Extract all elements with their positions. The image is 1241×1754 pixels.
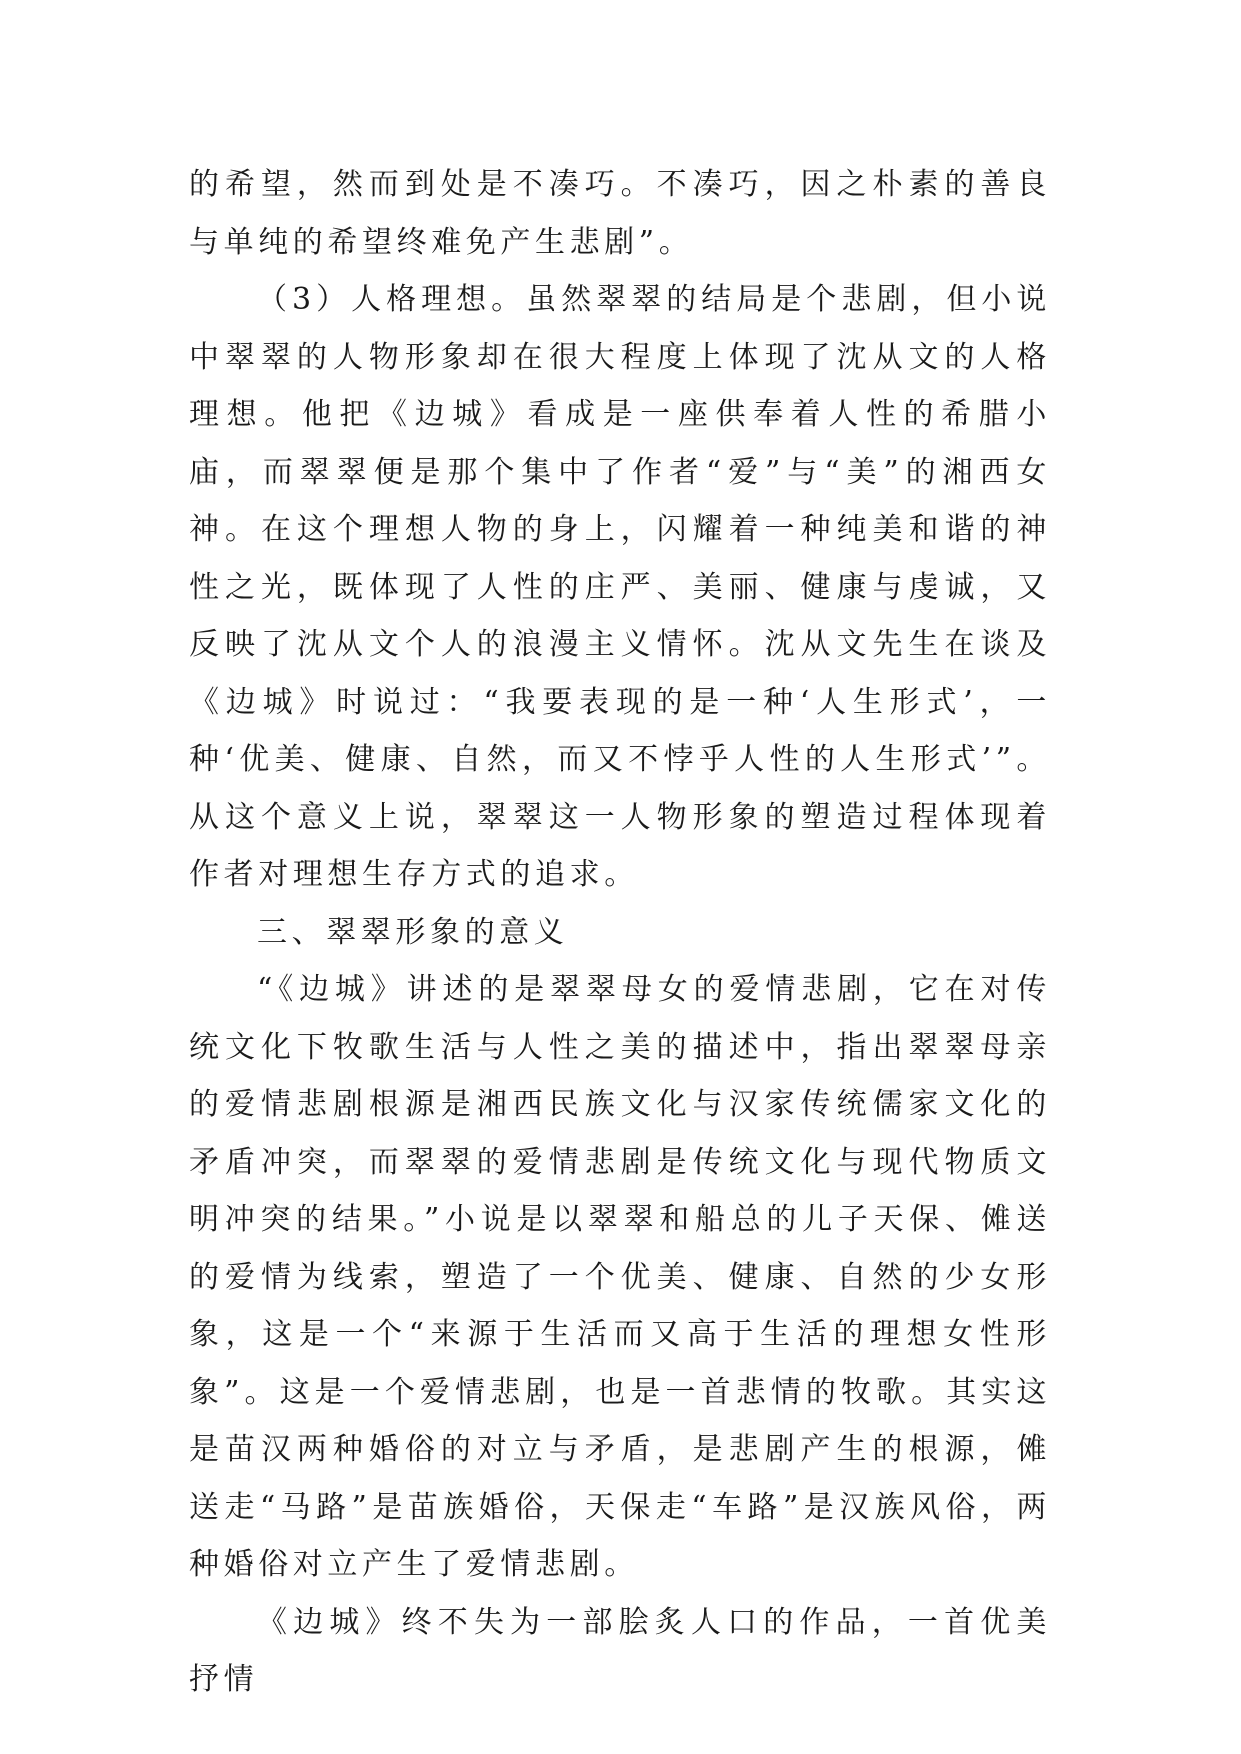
paragraph-image-significance: “《边城》讲述的是翠翠母女的爱情悲剧，它在对传统文化下牧歌生活与人性之美的描述中，指出翠翠母亲的爱情悲剧根源是湘西民族文化与汉家传统儒家文化的矛盾冲突，而翠翠的爱情悲剧是传统文化与现代物质文明冲突的结果。”小说是以翠翠和船总的儿子天保、傩送的爱情为线索，塑造了一个优美、健康、自然的少女形象，这是一个“来源于生活而又高于生活的理想女性形象”。这是一个爱情悲剧，也是一首悲情的牧歌。其实这是苗汉两种婚俗的对立与矛盾，是悲剧产生的根源，傩送走“马路”是苗族婚俗，天保走“车路”是汉族风俗，两种婚俗对立产生了爱情悲剧。 <box>189 972 1051 1582</box>
section-heading: 三、翠翠形象的意义 <box>257 914 569 950</box>
paragraph-continuation: 的希望，然而到处是不凑巧。不凑巧，因之朴素的善良与单纯的希望终难免产生悲剧”。 <box>189 167 1051 260</box>
paragraph-personality-ideal: （3）人格理想。虽然翠翠的结局是个悲剧，但小说中翠翠的人物形象却在很大程度上体现了沈从文的人格理想。他把《边城》看成是一座供奉着人性的希腊小庙，而翠翠便是那个集中了作者“爱”与“美”的湘西女神。在这个理想人物的身上，闪耀着一种纯美和谐的神性之光，既体现了人性的庄严、美丽、健康与虔诚，又反映了沈从文个人的浪漫主义情怀。沈从文先生在谈及《边城》时说过：“我要表现的是一种‘人生形式’，一种‘优美、健康、自然，而又不悖乎人性的人生形式’”。从这个意义上说，翠翠这一人物形象的塑造过程体现着作者对理想生存方式的追求。 <box>189 282 1051 892</box>
page-body <box>189 156 1051 1709</box>
paragraph-closing: 《边城》终不失为一部脍炙人口的作品，一首优美抒情 <box>189 1604 1051 1697</box>
